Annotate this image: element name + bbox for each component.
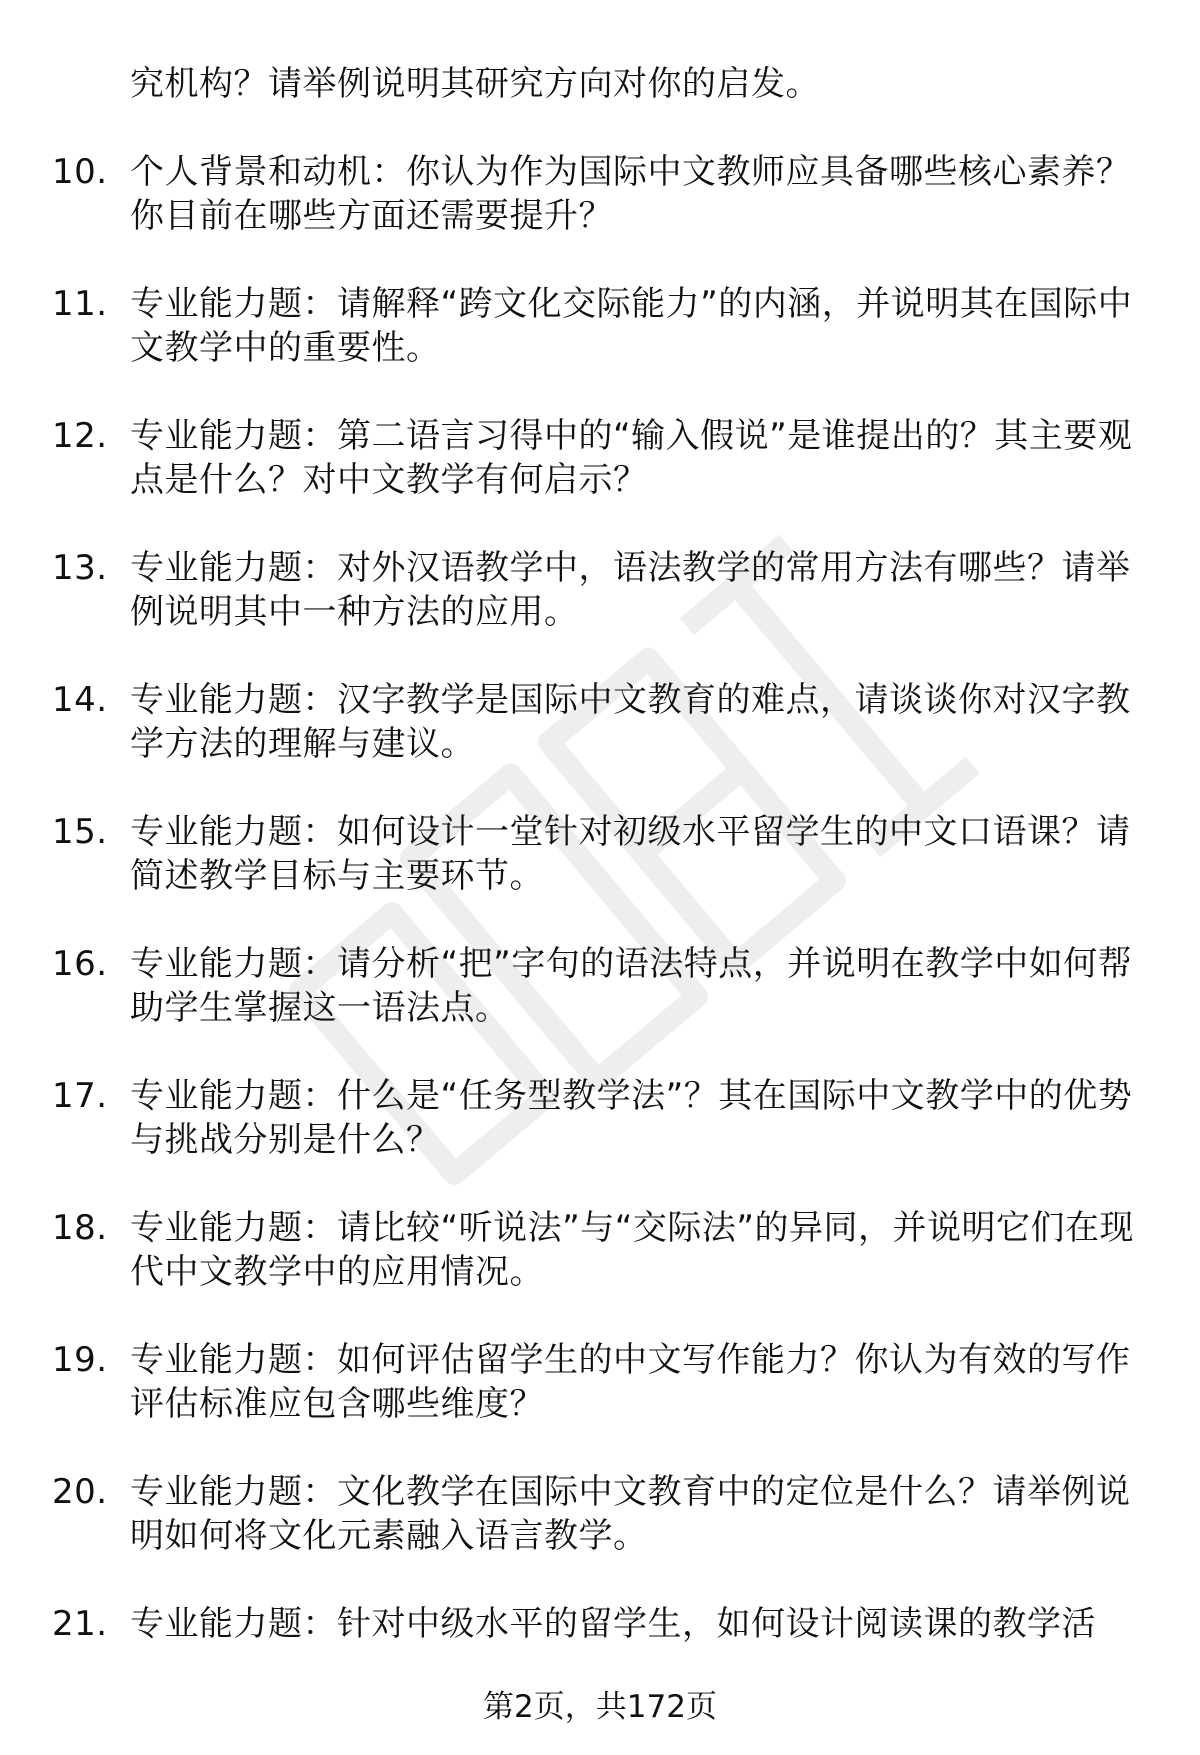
list-item bbox=[0, 810, 1200, 942]
question-number: 12. bbox=[52, 416, 108, 456]
question-number: 18. bbox=[52, 1208, 108, 1248]
list-item bbox=[0, 942, 1200, 1074]
question-text: 专业能力题：对外汉语教学中，语法教学的常用方法有哪些？请举例说明其中一种方法的应用。 bbox=[130, 548, 1131, 632]
list-item bbox=[0, 282, 1200, 414]
question-text: 个人背景和动机：你认为作为国际中文教师应具备哪些核心素养？你目前在哪些方面还需要提升？ bbox=[130, 152, 1131, 236]
question-number: 13. bbox=[52, 548, 108, 588]
question-number: 19. bbox=[52, 1340, 108, 1380]
question-text: 专业能力题：第二语言习得中的“输入假说”是谁提出的？其主要观点是什么？对中文教学有何启示？ bbox=[130, 416, 1133, 500]
question-number: 20. bbox=[52, 1472, 108, 1512]
question-number: 11. bbox=[52, 284, 108, 324]
question-number: 17. bbox=[52, 1076, 108, 1116]
list-item bbox=[0, 1470, 1200, 1602]
question-text: 专业能力题：什么是“任务型教学法”？其在国际中文教学中的优势与挑战分别是什么？ bbox=[130, 1076, 1133, 1160]
question-text: 专业能力题：请解释“跨文化交际能力”的内涵，并说明其在国际中文教学中的重要性。 bbox=[130, 284, 1133, 368]
question-text: 专业能力题：如何设计一堂针对初级水平留学生的中文口语课？请简述教学目标与主要环节。 bbox=[130, 812, 1131, 896]
question-number: 21. bbox=[52, 1604, 108, 1644]
page-footer: 第2页，共172页 bbox=[483, 1689, 717, 1725]
list-item bbox=[0, 1074, 1200, 1206]
question-text: 专业能力题：请分析“把”字句的语法特点，并说明在教学中如何帮助学生掌握这一语法点。 bbox=[130, 944, 1133, 1028]
question-text: 专业能力题：请比较“听说法”与“交际法”的异同，并说明它们在现代中文教学中的应用情况。 bbox=[130, 1208, 1134, 1292]
list-item bbox=[0, 1206, 1200, 1338]
question-number: 14. bbox=[52, 680, 108, 720]
question-number: 10. bbox=[52, 152, 108, 192]
question-number: 16. bbox=[52, 944, 108, 984]
list-item bbox=[0, 150, 1200, 282]
list-item bbox=[0, 546, 1200, 678]
list-item bbox=[0, 678, 1200, 810]
question-continuation-text: 究机构？请举例说明其研究方向对你的启发。 bbox=[130, 64, 820, 104]
list-item bbox=[0, 414, 1200, 546]
question-text: 专业能力题：汉字教学是国际中文教育的难点，请谈谈你对汉字教学方法的理解与建议。 bbox=[130, 680, 1131, 764]
question-number: 15. bbox=[52, 812, 108, 852]
question-text: 专业能力题：针对中级水平的留学生，如何设计阅读课的教学活 bbox=[130, 1604, 1096, 1644]
question-text: 专业能力题：文化教学在国际中文教育中的定位是什么？请举例说明如何将文化元素融入语言教学。 bbox=[130, 1472, 1131, 1556]
question-text: 专业能力题：如何评估留学生的中文写作能力？你认为有效的写作评估标准应包含哪些维度？ bbox=[130, 1340, 1131, 1424]
list-item bbox=[0, 1338, 1200, 1470]
question-list bbox=[0, 150, 1200, 1734]
